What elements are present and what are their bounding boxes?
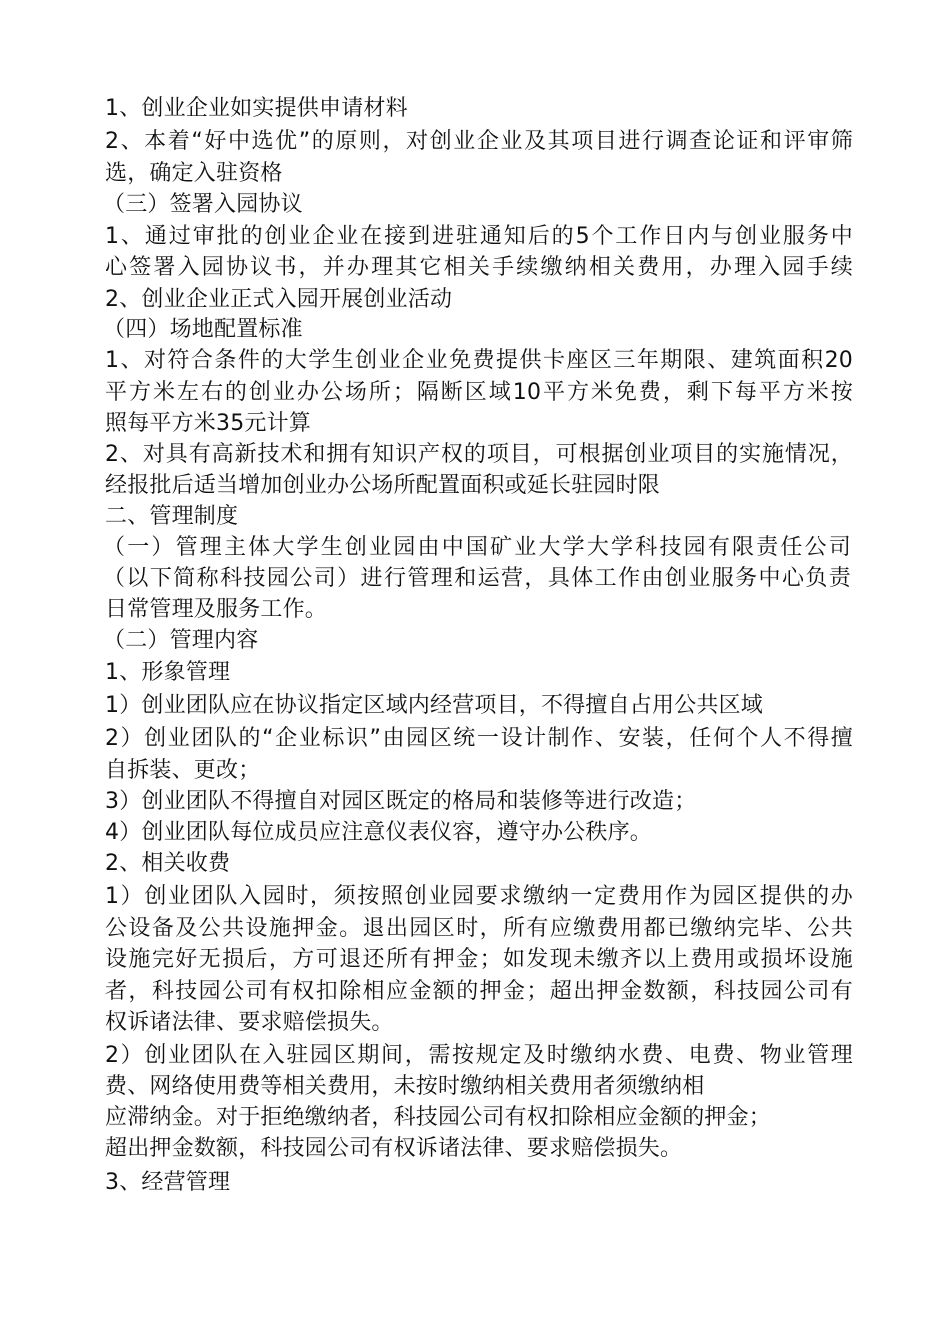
text-line: 设施完好无损后，方可退还所有押金；如发现未缴齐以上费用或损坏设施 — [105, 947, 853, 972]
text-line: 2）创业团队的“企业标识”由园区统一设计制作、安装，任何个人不得擅 — [105, 726, 853, 751]
text-line: 2、本着“好中选优”的原则，对创业企业及其项目进行调查论证和评审筛 — [105, 129, 853, 154]
text-line: 选，确定入驻资格 — [105, 161, 283, 186]
text-line: 2）创业团队在入驻园区期间，需按规定及时缴纳水费、电费、物业管理 — [105, 1043, 853, 1068]
subsection-heading: 3、经营管理 — [105, 1170, 231, 1195]
text-line: 权诉诸法律、要求赔偿损失。 — [105, 1010, 394, 1035]
text-line: 4）创业团队每位成员应注意仪表仪容，遵守办公秩序。 — [105, 820, 652, 845]
text-line: 自拆装、更改； — [105, 758, 261, 783]
text-line: 1）创业团队入园时，须按照创业园要求缴纳一定费用作为园区提供的办 — [105, 884, 853, 909]
text-line: 1）创业团队应在协议指定区域内经营项目，不得擅自占用公共区域 — [105, 693, 763, 718]
text-line: 照每平方米35元计算 — [105, 411, 311, 436]
text-line: 经报批后适当增加创业办公场所配置面积或延长驻园时限 — [105, 473, 661, 498]
section-heading: （三）签署入园协议 — [103, 192, 303, 217]
text-line: 2、创业企业正式入园开展创业活动 — [105, 287, 453, 312]
text-line: 3）创业团队不得擅自对园区既定的格局和装修等进行改造； — [105, 789, 697, 814]
text-line: 1、对符合条件的大学生创业企业免费提供卡座区三年期限、建筑面积20 — [105, 348, 853, 373]
text-line: 1、创业企业如实提供申请材料 — [105, 96, 408, 121]
text-line: 应滞纳金。对于拒绝缴纳者，科技园公司有权扣除相应金额的押金； — [105, 1105, 772, 1130]
text-line: 者，科技园公司有权扣除相应金额的押金；超出押金数额，科技园公司有 — [105, 979, 853, 1004]
text-line: 心签署入园协议书，并办理其它相关手续缴纳相关费用，办理入园手续 — [105, 255, 853, 280]
text-line: 超出押金数额，科技园公司有权诉诸法律、要求赔偿损失。 — [105, 1136, 683, 1161]
subsection-heading: 2、相关收费 — [105, 851, 231, 876]
section-heading: （四）场地配置标准 — [103, 317, 303, 342]
text-line: 费、网络使用费等相关费用，未按时缴纳相关费用者须缴纳相 — [105, 1074, 705, 1099]
section-heading: （二）管理内容 — [103, 628, 259, 653]
text-line: 2、对具有高新技术和拥有知识产权的项目，可根据创业项目的实施情况， — [105, 442, 853, 467]
text-line: 公设备及公共设施押金。退出园区时，所有应缴费用都已缴纳完毕、公共 — [105, 916, 853, 941]
section-heading: 二、管理制度 — [105, 504, 239, 529]
text-line: （以下简称科技园公司）进行管理和运营，具体工作由创业服务中心负责 — [103, 566, 851, 591]
subsection-heading: 1、形象管理 — [105, 660, 231, 685]
text-line: （一）管理主体大学生创业园由中国矿业大学大学科技园有限责任公司 — [103, 535, 851, 560]
text-line: 平方米左右的创业办公场所；隔断区域10平方米免费，剩下每平方米按 — [105, 380, 853, 405]
text-line: 1、通过审批的创业企业在接到进驻通知后的5个工作日内与创业服务中 — [105, 224, 853, 249]
text-line: 日常管理及服务工作。 — [105, 597, 328, 622]
